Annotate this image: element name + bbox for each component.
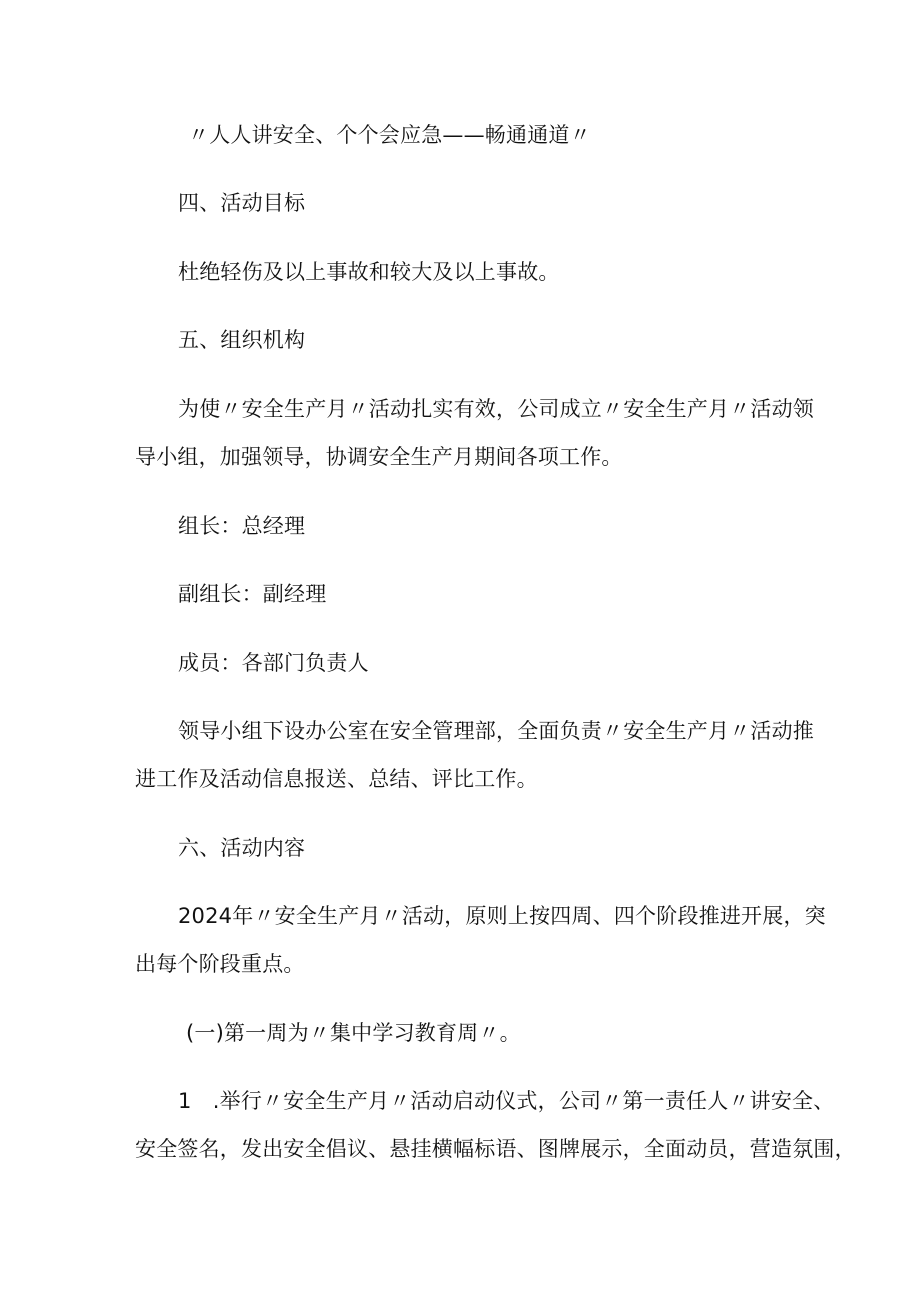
org-leader: 组长：总经理 xyxy=(178,514,306,538)
section-heading-goal: 四、活动目标 xyxy=(178,191,306,215)
paragraph-office-line-1: 领导小组下设办公室在安全管理部，全面负责〃安全生产月〃活动推 xyxy=(178,719,814,743)
org-deputy-leader: 副组长：副经理 xyxy=(178,582,327,606)
paragraph-organization-line-1: 为使〃安全生产月〃活动扎实有效，公司成立〃安全生产月〃活动领 xyxy=(178,397,814,421)
list-item-1-line-2: 安全签名，发出安全倡议、悬挂横幅标语、图牌展示，全面动员，营造氛围， xyxy=(135,1137,856,1161)
slogan-line: 〃人人讲安全、个个会应急——畅通通道〃 xyxy=(188,123,591,147)
section-heading-organization: 五、组织机构 xyxy=(178,328,306,352)
section-heading-content: 六、活动内容 xyxy=(178,836,306,860)
paragraph-office-line-2: 进工作及活动信息报送、总结、评比工作。 xyxy=(135,767,538,791)
paragraph-content-line-2: 出每个阶段重点。 xyxy=(135,952,305,976)
list-item-1-line-1: 1 .举行〃安全生产月〃活动启动仪式，公司〃第一责任人〃讲安全、 xyxy=(178,1089,835,1113)
paragraph-content-line-1: 2024年〃安全生产月〃活动，原则上按四周、四个阶段推进开展，突 xyxy=(178,904,826,928)
subheading-week-one: (一)第一周为〃集中学习教育周〃。 xyxy=(186,1021,521,1045)
org-members: 成员：各部门负责人 xyxy=(178,651,369,675)
paragraph-organization-line-2: 导小组，加强领导，协调安全生产月期间各项工作。 xyxy=(135,445,623,469)
paragraph-goal: 杜绝轻伤及以上事故和较大及以上事故。 xyxy=(178,260,560,284)
